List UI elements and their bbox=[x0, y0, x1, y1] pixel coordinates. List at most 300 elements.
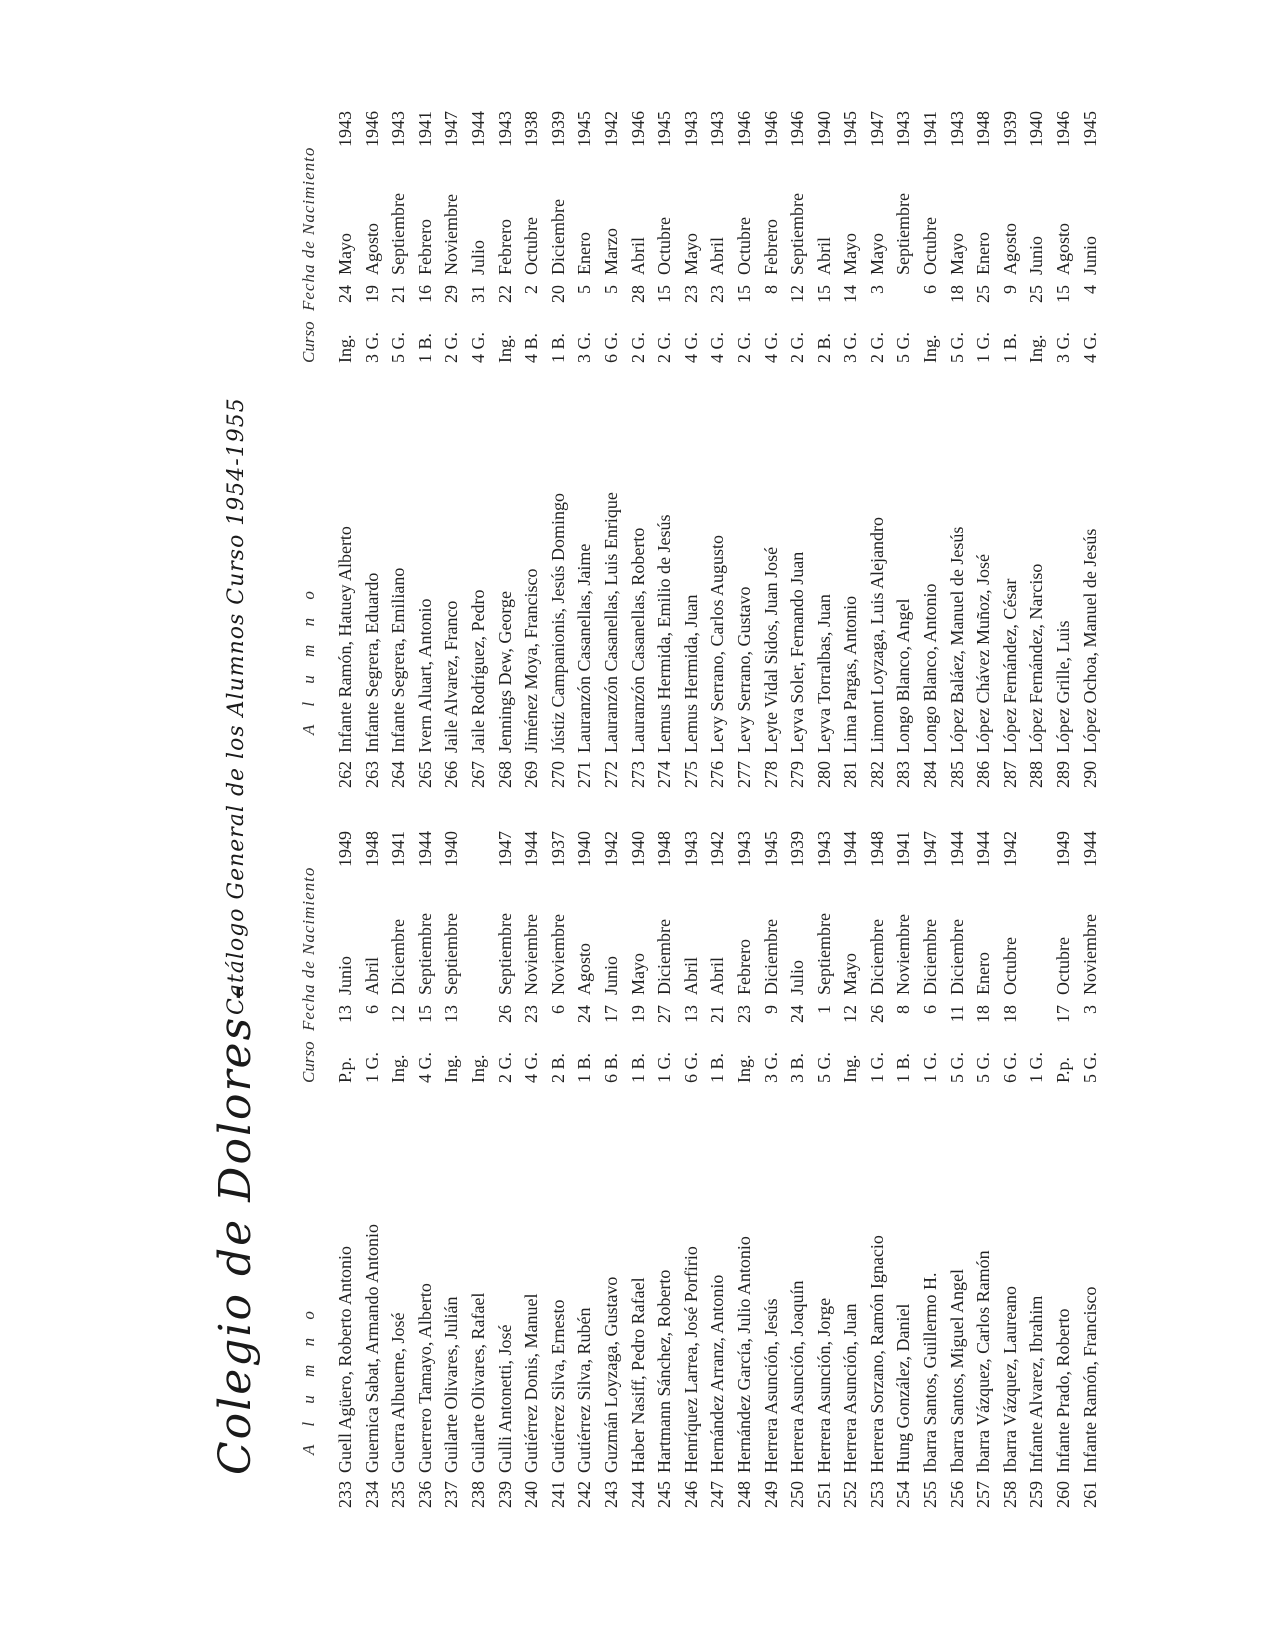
student-row bbox=[598, 95, 625, 795]
student-curso: 6 G. bbox=[600, 332, 621, 363]
birth-day: 31 bbox=[467, 285, 488, 303]
student-row bbox=[333, 95, 360, 795]
student-curso: 2 G. bbox=[733, 332, 754, 363]
birth-year: 1942 bbox=[600, 831, 621, 867]
birth-year: 1944 bbox=[467, 111, 488, 147]
student-row bbox=[386, 815, 413, 1515]
student-name: Herrera Asunción, Jesús bbox=[760, 1298, 780, 1473]
student-name: Levy Serrano, Gustavo bbox=[733, 586, 754, 753]
student-number: 252 bbox=[839, 1481, 860, 1508]
birth-day: 26 bbox=[866, 1005, 887, 1023]
birth-month: Diciembre bbox=[653, 919, 674, 995]
student-number: 260 bbox=[1052, 1481, 1073, 1508]
birth-month: Diciembre bbox=[547, 199, 568, 275]
student-name: Gutiérrez Silva, Rubén bbox=[573, 1307, 594, 1473]
birth-year: 1944 bbox=[520, 831, 541, 867]
birth-day: 11 bbox=[946, 1005, 967, 1023]
student-row bbox=[1024, 95, 1051, 795]
student-curso: 1 G. bbox=[919, 1052, 940, 1083]
student-curso: 1 B. bbox=[999, 332, 1020, 363]
student-curso: 6 G. bbox=[999, 1052, 1020, 1083]
student-name: Guilarte Olivares, Julián bbox=[440, 1296, 461, 1473]
birth-month: Abril bbox=[813, 237, 834, 275]
birth-day: 29 bbox=[440, 285, 461, 303]
birth-day: 6 bbox=[361, 1005, 382, 1014]
birth-day: 6 bbox=[919, 1005, 940, 1014]
birth-year: 1940 bbox=[813, 111, 834, 147]
birth-month: Agosto bbox=[999, 222, 1020, 275]
birth-year: 1948 bbox=[972, 111, 993, 147]
student-name: Longo Blanco, Angel bbox=[892, 598, 913, 753]
student-curso: Ing. bbox=[440, 1054, 461, 1083]
student-number: 264 bbox=[387, 761, 408, 788]
left-column bbox=[293, 815, 1104, 1515]
student-curso: 5 G. bbox=[972, 1052, 993, 1083]
birth-day: 13 bbox=[680, 1005, 701, 1023]
student-curso: 1 G. bbox=[866, 1052, 887, 1083]
student-row bbox=[785, 815, 812, 1515]
birth-day: 23 bbox=[733, 1005, 754, 1023]
student-number: 243 bbox=[600, 1481, 621, 1508]
birth-month: Noviembre bbox=[1079, 914, 1100, 995]
birth-year: 1943 bbox=[733, 831, 754, 867]
student-row bbox=[1051, 95, 1078, 795]
header-fecha-nacimiento: Fecha de Nacimiento bbox=[298, 866, 318, 1031]
birth-year: 1943 bbox=[334, 111, 355, 147]
student-name: Herrera Asunción, Juan bbox=[839, 1303, 860, 1473]
student-row bbox=[997, 95, 1024, 795]
student-curso: 3 G. bbox=[1052, 332, 1073, 363]
birth-month: Septiembre bbox=[786, 193, 807, 275]
page-title: Colegio de Dolores - bbox=[209, 982, 261, 1475]
birth-month: Octubre bbox=[733, 217, 754, 275]
student-number: 257 bbox=[972, 1481, 993, 1508]
birth-year: 1948 bbox=[361, 831, 382, 867]
student-row bbox=[1051, 815, 1078, 1515]
birth-year: 1948 bbox=[653, 831, 674, 867]
student-row bbox=[838, 95, 865, 795]
student-number: 278 bbox=[760, 761, 780, 788]
student-name: Ivern Aluart, Antonio bbox=[414, 598, 435, 753]
header-fecha-nacimiento: Fecha de Nacimiento bbox=[298, 146, 318, 311]
birth-day: 8 bbox=[892, 1005, 913, 1014]
student-curso: Ing. bbox=[1025, 334, 1046, 363]
birth-month: Octubre bbox=[1052, 937, 1073, 995]
student-row bbox=[811, 815, 838, 1515]
birth-month: Abril bbox=[680, 957, 701, 995]
birth-month: Septiembre bbox=[494, 913, 515, 995]
student-curso: 4 G. bbox=[414, 1052, 435, 1083]
birth-month: Agosto bbox=[573, 942, 594, 995]
student-number: 253 bbox=[866, 1481, 887, 1508]
student-name: Lauranzón Casanellas, Jaime bbox=[573, 543, 594, 753]
birth-year: 1945 bbox=[839, 111, 860, 147]
birth-month: Febrero bbox=[494, 219, 515, 275]
birth-day: 13 bbox=[334, 1005, 355, 1023]
birth-day: 27 bbox=[653, 1005, 674, 1023]
student-row bbox=[652, 815, 679, 1515]
birth-year: 1947 bbox=[866, 111, 887, 147]
birth-day: 17 bbox=[1052, 1005, 1073, 1023]
student-curso: Ing. bbox=[919, 334, 940, 363]
student-number: 267 bbox=[467, 761, 488, 788]
student-name: Gutiérrez Donis, Manuel bbox=[520, 1293, 541, 1473]
student-curso: 3 B. bbox=[786, 1052, 807, 1083]
birth-month: Marzo bbox=[600, 228, 621, 275]
birth-year: 1945 bbox=[1079, 111, 1100, 147]
student-row bbox=[678, 95, 705, 795]
student-curso: 3 G. bbox=[361, 332, 382, 363]
birth-year: 1944 bbox=[1079, 831, 1100, 867]
student-row bbox=[439, 815, 466, 1515]
student-row bbox=[1077, 95, 1104, 795]
student-name: Herrera Asunción, Joaquín bbox=[786, 1280, 807, 1473]
birth-year: 1940 bbox=[440, 831, 461, 867]
birth-month: Septiembre bbox=[892, 193, 913, 275]
student-row bbox=[731, 815, 758, 1515]
student-curso: 4 G. bbox=[706, 332, 727, 363]
birth-year: 1941 bbox=[414, 111, 435, 147]
student-curso: 1 B. bbox=[892, 1052, 913, 1083]
birth-day: 3 bbox=[866, 285, 887, 294]
student-row bbox=[997, 815, 1024, 1515]
student-number: 246 bbox=[680, 1481, 701, 1508]
student-number: 249 bbox=[760, 1481, 780, 1508]
birth-day: 15 bbox=[1052, 285, 1073, 303]
student-name: Lauranzón Casanellas, Luis Enrique bbox=[600, 492, 621, 753]
student-curso: 2 G. bbox=[653, 332, 674, 363]
birth-day: 15 bbox=[733, 285, 754, 303]
student-name: Leyte Vidal Sidos, Juan José bbox=[760, 546, 780, 753]
birth-month: Octubre bbox=[520, 217, 541, 275]
student-name: Guilarte Olivares, Rafael bbox=[467, 1292, 488, 1473]
student-row bbox=[465, 815, 492, 1515]
student-number: 284 bbox=[919, 761, 940, 788]
birth-month: Septiembre bbox=[414, 913, 435, 995]
student-number: 255 bbox=[919, 1481, 940, 1508]
student-name: Hartmann Sánchez, Roberto bbox=[653, 1269, 674, 1473]
student-curso: Ing. bbox=[494, 334, 515, 363]
birth-year: 1946 bbox=[786, 111, 807, 147]
student-curso: 2 G. bbox=[494, 1052, 515, 1083]
birth-year: 1938 bbox=[520, 111, 541, 147]
student-row bbox=[439, 95, 466, 795]
student-number: 271 bbox=[573, 761, 594, 788]
student-row bbox=[625, 95, 652, 795]
birth-month: Mayo bbox=[839, 233, 860, 275]
student-row bbox=[785, 95, 812, 795]
birth-year: 1943 bbox=[680, 111, 701, 147]
student-name: López Grille, Luis bbox=[1052, 620, 1073, 753]
birth-month: Mayo bbox=[627, 953, 648, 995]
student-curso: P.p. bbox=[334, 1056, 355, 1083]
birth-year: 1946 bbox=[361, 111, 382, 147]
birth-month: Diciembre bbox=[387, 919, 408, 995]
birth-day: 5 bbox=[573, 285, 594, 294]
student-curso: 5 G. bbox=[387, 332, 408, 363]
birth-month: Noviembre bbox=[547, 914, 568, 995]
birth-year: 1943 bbox=[494, 111, 515, 147]
student-number: 250 bbox=[786, 1481, 807, 1508]
student-name: Gutiérrez Silva, Ernesto bbox=[547, 1299, 568, 1473]
birth-month: Agosto bbox=[361, 222, 382, 275]
student-name: López Fernández, César bbox=[999, 578, 1020, 753]
student-number: 258 bbox=[999, 1481, 1020, 1508]
student-row bbox=[864, 815, 891, 1515]
student-row bbox=[1024, 815, 1051, 1515]
student-number: 281 bbox=[839, 761, 860, 788]
student-row bbox=[891, 815, 918, 1515]
student-curso: 6 B. bbox=[600, 1052, 621, 1083]
student-name: Infante Alvarez, Ibrahim bbox=[1025, 1295, 1046, 1473]
student-curso: 2 G. bbox=[440, 332, 461, 363]
student-name: López Chávez Muñoz, José bbox=[972, 554, 993, 753]
student-name: Infante Ramón, Francisco bbox=[1079, 1286, 1100, 1473]
student-number: 236 bbox=[414, 1481, 435, 1508]
student-name: Guzmán Loyzaga, Gustavo bbox=[600, 1276, 621, 1473]
birth-day: 28 bbox=[627, 285, 648, 303]
birth-day: 19 bbox=[361, 285, 382, 303]
right-column-header bbox=[293, 95, 333, 795]
student-number: 262 bbox=[334, 761, 355, 788]
student-number: 235 bbox=[387, 1481, 408, 1508]
birth-day: 13 bbox=[440, 1005, 461, 1023]
student-number: 240 bbox=[520, 1481, 541, 1508]
birth-month: Julio bbox=[467, 239, 488, 275]
left-column-header bbox=[293, 815, 333, 1515]
birth-day: 20 bbox=[547, 285, 568, 303]
birth-year: 1943 bbox=[387, 111, 408, 147]
student-name: Infante Ramón, Hatuey Alberto bbox=[334, 526, 355, 753]
birth-day: 24 bbox=[334, 285, 355, 303]
student-number: 266 bbox=[440, 761, 461, 788]
student-curso: 3 G. bbox=[573, 332, 594, 363]
birth-year: 1945 bbox=[760, 831, 780, 867]
student-number: 261 bbox=[1079, 1481, 1100, 1508]
student-name: Guerra Albuerne, José bbox=[387, 1312, 408, 1473]
birth-day: 23 bbox=[706, 285, 727, 303]
student-name: Guernica Sabat, Armando Antonio bbox=[361, 1224, 382, 1473]
student-curso: 1 B. bbox=[627, 1052, 648, 1083]
page-subtitle: Catálogo General de los Alumnos Curso 1954-1955 bbox=[223, 397, 249, 1015]
birth-day: 1 bbox=[813, 1005, 834, 1014]
student-curso: 5 G. bbox=[892, 332, 913, 363]
student-name: Infante Segrera, Eduardo bbox=[361, 572, 382, 753]
birth-day: 16 bbox=[414, 285, 435, 303]
student-curso: 1 B. bbox=[547, 332, 568, 363]
student-number: 247 bbox=[706, 1481, 727, 1508]
student-name: Leyva Torralbas, Juan bbox=[813, 594, 834, 753]
student-curso: 1 B. bbox=[573, 1052, 594, 1083]
birth-day: 17 bbox=[600, 1005, 621, 1023]
student-name: Lauranzón Casanellas, Roberto bbox=[627, 527, 648, 753]
student-number: 238 bbox=[467, 1481, 488, 1508]
birth-day: 24 bbox=[573, 1005, 594, 1023]
birth-year: 1939 bbox=[999, 111, 1020, 147]
birth-month: Mayo bbox=[680, 233, 701, 275]
birth-day: 18 bbox=[946, 285, 967, 303]
student-name: Leyva Soler, Fernando Juan bbox=[786, 551, 807, 753]
student-curso: P.p. bbox=[1052, 1056, 1073, 1083]
student-name: Gulli Antonetti, José bbox=[494, 1324, 515, 1473]
student-row bbox=[572, 815, 599, 1515]
student-row bbox=[918, 95, 945, 795]
birth-year: 1949 bbox=[1052, 831, 1073, 867]
student-name: Ibarra Santos, Guillermo H. bbox=[919, 1272, 940, 1473]
birth-day: 19 bbox=[627, 1005, 648, 1023]
birth-month: Abril bbox=[706, 957, 727, 995]
student-row bbox=[731, 95, 758, 795]
birth-day: 23 bbox=[520, 1005, 541, 1023]
student-row bbox=[598, 815, 625, 1515]
student-row bbox=[412, 95, 439, 795]
student-number: 289 bbox=[1052, 761, 1073, 788]
student-curso: 4 G. bbox=[680, 332, 701, 363]
birth-year: 1945 bbox=[653, 111, 674, 147]
student-name: Limont Loyzaga, Luis Alejandro bbox=[866, 517, 887, 753]
birth-year: 1941 bbox=[387, 831, 408, 867]
birth-day: 3 bbox=[1079, 1005, 1100, 1014]
student-curso: 2 G. bbox=[627, 332, 648, 363]
student-number: 263 bbox=[361, 761, 382, 788]
birth-day: 12 bbox=[839, 1005, 860, 1023]
birth-year: 1944 bbox=[946, 831, 967, 867]
birth-month: Diciembre bbox=[760, 919, 780, 995]
student-number: 288 bbox=[1025, 761, 1046, 788]
birth-month: Agosto bbox=[1052, 222, 1073, 275]
student-curso: 1 B. bbox=[414, 332, 435, 363]
student-number: 256 bbox=[946, 1481, 967, 1508]
student-curso: 1 G. bbox=[1025, 1052, 1046, 1083]
student-name: López Baláez, Manuel de Jesús bbox=[946, 526, 967, 753]
birth-month: Enero bbox=[972, 232, 993, 275]
student-curso: 5 G. bbox=[946, 1052, 967, 1083]
student-curso: 4 G. bbox=[1079, 332, 1100, 363]
student-row bbox=[519, 815, 546, 1515]
birth-year: 1940 bbox=[1025, 111, 1046, 147]
student-number: 280 bbox=[813, 761, 834, 788]
student-number: 277 bbox=[733, 761, 754, 788]
student-number: 268 bbox=[494, 761, 515, 788]
student-name: Ibarra Santos, Miguel Angel bbox=[946, 1269, 967, 1473]
birth-day: 15 bbox=[414, 1005, 435, 1023]
birth-year: 1943 bbox=[813, 831, 834, 867]
student-name: Infante Prado, Roberto bbox=[1052, 1308, 1073, 1473]
birth-day: 2 bbox=[520, 285, 541, 294]
birth-day: 15 bbox=[653, 285, 674, 303]
student-row bbox=[572, 95, 599, 795]
birth-year: 1943 bbox=[680, 831, 701, 867]
birth-year: 1947 bbox=[494, 831, 515, 867]
student-name: Ibarra Vázquez, Laureano bbox=[999, 1285, 1020, 1473]
student-row bbox=[412, 815, 439, 1515]
student-number: 285 bbox=[946, 761, 967, 788]
student-curso: 1 G. bbox=[972, 332, 993, 363]
student-number: 270 bbox=[547, 761, 568, 788]
birth-month: Septiembre bbox=[813, 913, 834, 995]
student-name: Lima Pargas, Antonio bbox=[839, 595, 860, 753]
birth-day: 6 bbox=[919, 285, 940, 294]
student-row bbox=[944, 95, 971, 795]
student-curso: 4 B. bbox=[520, 332, 541, 363]
student-curso: Ing. bbox=[733, 1054, 754, 1083]
student-number: 251 bbox=[813, 1481, 834, 1508]
student-row bbox=[386, 95, 413, 795]
student-row bbox=[971, 95, 998, 795]
student-row bbox=[918, 815, 945, 1515]
birth-month: Octubre bbox=[919, 217, 940, 275]
student-curso: 4 G. bbox=[520, 1052, 541, 1083]
student-curso: 4 G. bbox=[467, 332, 488, 363]
student-curso: 5 G. bbox=[946, 332, 967, 363]
birth-day: 12 bbox=[387, 1005, 408, 1023]
birth-month: Octubre bbox=[653, 217, 674, 275]
birth-year: 1941 bbox=[919, 111, 940, 147]
student-curso: 5 G. bbox=[1079, 1052, 1100, 1083]
birth-year: 1937 bbox=[547, 831, 568, 867]
birth-month: Junio bbox=[1025, 235, 1046, 275]
birth-year: 1942 bbox=[600, 111, 621, 147]
student-row bbox=[545, 815, 572, 1515]
student-name: Infante Segrera, Emiliano bbox=[387, 567, 408, 753]
birth-month: Junio bbox=[600, 955, 621, 995]
birth-day: 9 bbox=[999, 285, 1020, 294]
student-number: 290 bbox=[1079, 761, 1100, 788]
student-number: 274 bbox=[653, 761, 674, 788]
birth-day: 18 bbox=[972, 1005, 993, 1023]
student-number: 283 bbox=[892, 761, 913, 788]
birth-month: Diciembre bbox=[866, 919, 887, 995]
birth-day: 25 bbox=[972, 285, 993, 303]
student-number: 233 bbox=[334, 1481, 355, 1508]
birth-year: 1948 bbox=[866, 831, 887, 867]
student-name: Lemus Hermida, Juan bbox=[680, 594, 701, 753]
birth-day: 4 bbox=[1079, 285, 1100, 294]
birth-year: 1944 bbox=[414, 831, 435, 867]
student-number: 286 bbox=[972, 761, 993, 788]
student-curso: 2 G. bbox=[786, 332, 807, 363]
student-curso: 1 G. bbox=[653, 1052, 674, 1083]
student-number: 259 bbox=[1025, 1481, 1046, 1508]
student-name: Guell Agüero, Roberto Antonio bbox=[334, 1246, 355, 1473]
student-number: 234 bbox=[361, 1481, 382, 1508]
student-row bbox=[333, 815, 360, 1515]
birth-month: Junio bbox=[1079, 235, 1100, 275]
student-number: 239 bbox=[494, 1481, 515, 1508]
birth-month: Noviembre bbox=[520, 914, 541, 995]
birth-day: 6 bbox=[547, 1005, 568, 1014]
student-name: Jennings Dew, George bbox=[494, 591, 515, 753]
student-row bbox=[359, 815, 386, 1515]
student-row bbox=[492, 815, 519, 1515]
header-curso: Curso bbox=[298, 1041, 318, 1083]
student-number: 254 bbox=[892, 1481, 913, 1508]
student-row bbox=[838, 815, 865, 1515]
birth-month: Mayo bbox=[839, 953, 860, 995]
birth-day: 18 bbox=[999, 1005, 1020, 1023]
birth-month: Mayo bbox=[866, 233, 887, 275]
birth-month: Febrero bbox=[760, 219, 780, 275]
student-curso: Ing. bbox=[387, 1054, 408, 1083]
birth-month: Noviembre bbox=[892, 914, 913, 995]
student-curso: 6 G. bbox=[680, 1052, 701, 1083]
birth-month: Enero bbox=[573, 232, 594, 275]
birth-day: 24 bbox=[786, 1005, 807, 1023]
student-number: 265 bbox=[414, 761, 435, 788]
student-curso: 4 G. bbox=[760, 332, 780, 363]
student-name: Lemus Hermida, Emilio de Jesús bbox=[653, 514, 674, 753]
birth-year: 1945 bbox=[573, 111, 594, 147]
